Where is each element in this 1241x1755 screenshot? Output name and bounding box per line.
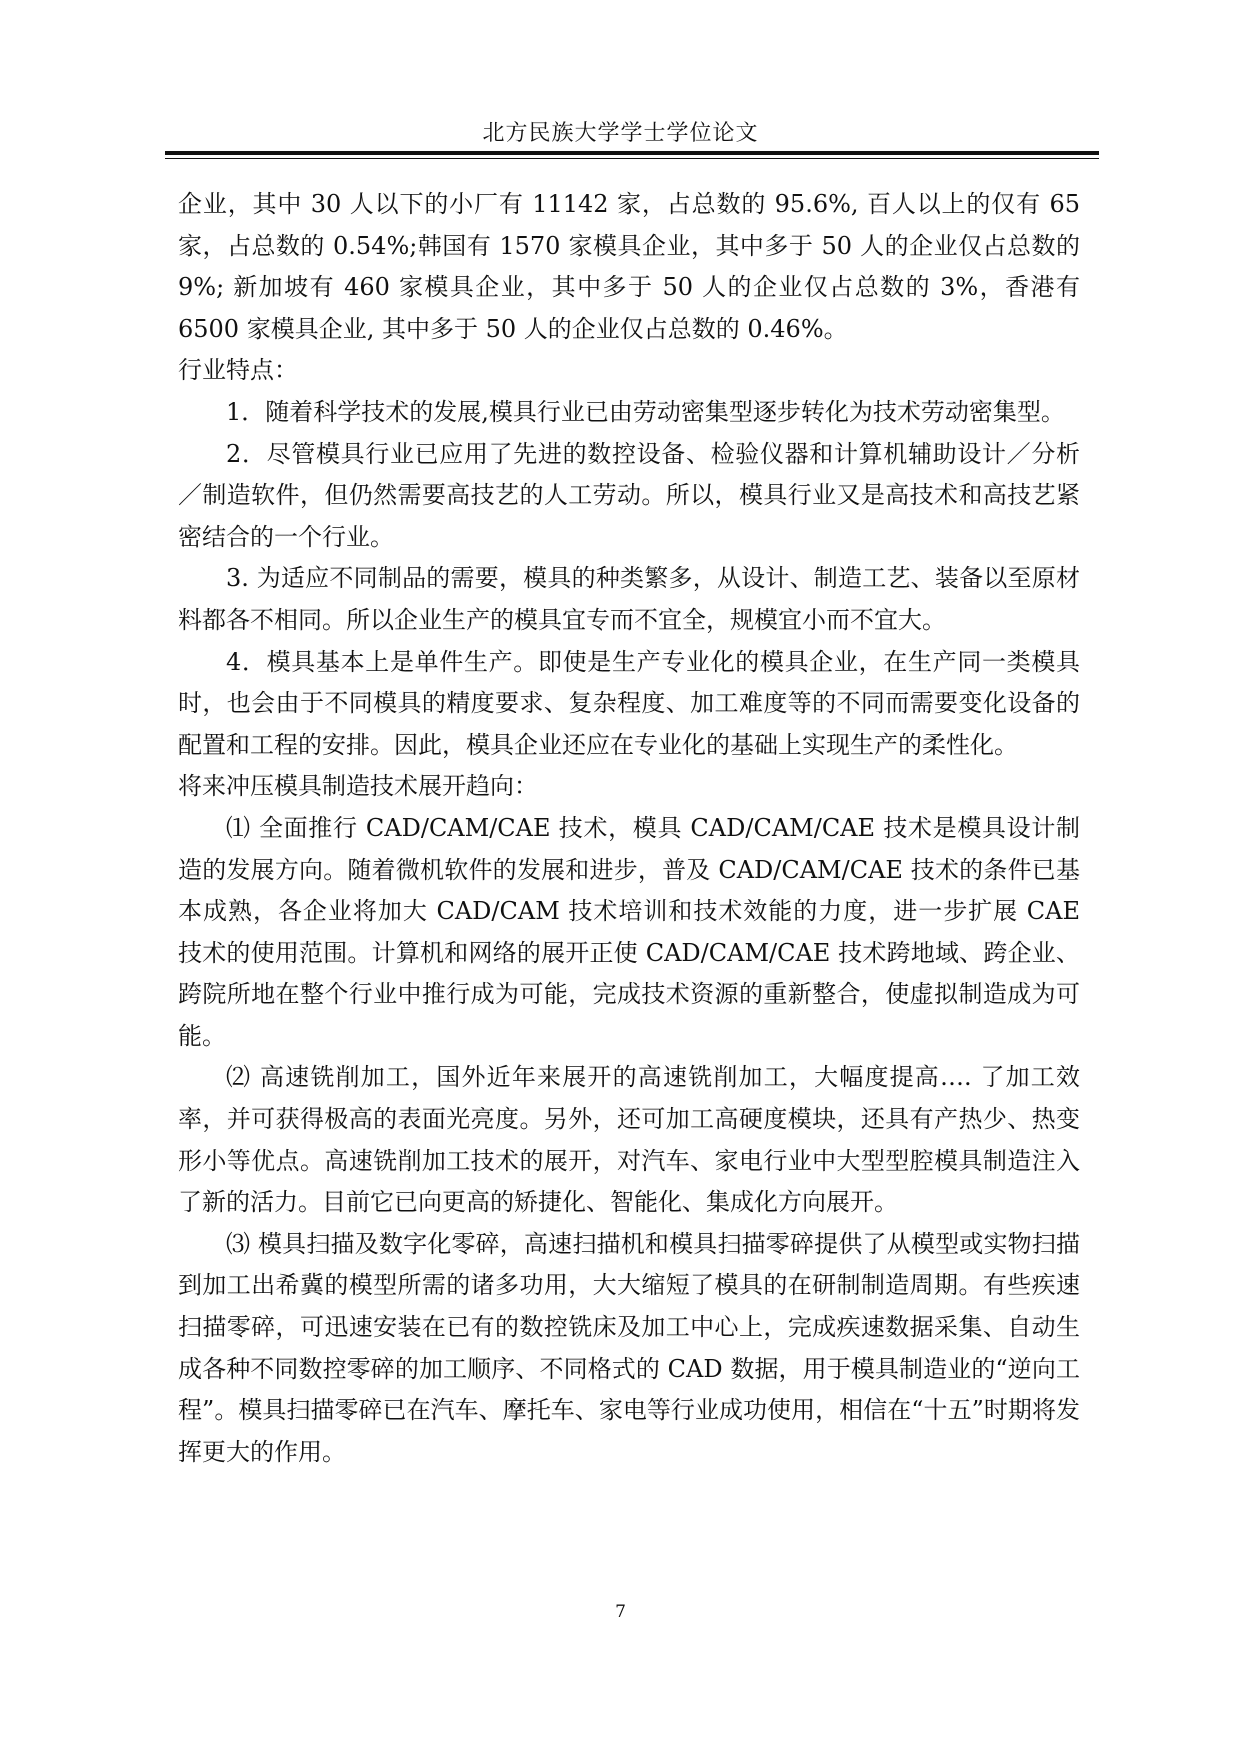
paragraph: 企业，其中 30 人以下的小厂有 11142 家，占总数的 95.6%, 百人以上的仅有 65 家，占总数的 0.54%;韩国有 1570 家模具企业，其中多于 50 人的企业仅占总数的 9%; 新加坡有 460 家模具企业，其中多于 50 人的企业仅占总数的 3%，香港有 6500 家模具企业, 其中多于 50 人的企业仅占总数的 0.46%。 bbox=[178, 190, 1080, 343]
header-rule-thick bbox=[165, 151, 1099, 155]
paragraph: ⑴ 全面推行 CAD/CAM/CAE 技术，模具 CAD/CAM/CAE 技术是模具设计制造的发展方向。随着微机软件的发展和进步，普及 CAD/CAM/CAE 技术的条件已基本成熟，各企业将加大 CAD/CAM 技术培训和技术效能的力度，进一步扩展 CAE 技术的使用范围。计算机和网络的展开正使 CAD/CAM/CAE 技术跨地域、跨企业、跨院所地在整个行业中推行成为可能，完成技术资源的重新整合，使虚拟制造成为可能。 bbox=[178, 813, 1080, 1050]
paragraph: 4．模具基本上是单件生产。即使是生产专业化的模具企业，在生产同一类模具时，也会由于不同模具的精度要求、复杂程度、加工难度等的不同而需要变化设备的配置和工程的安排。因此，模具企业还应在专业化的基础上实现生产的柔性化。 bbox=[178, 647, 1080, 759]
running-header-title: 北方民族大学学士学位论文 bbox=[482, 121, 759, 146]
header-rule-thin bbox=[165, 158, 1099, 159]
paragraph: ⑵ 高速铣削加工，国外近年来展开的高速铣削加工，大幅度提高…. 了加工效率，并可获得极高的表面光亮度。另外，还可加工高硬度模块，还具有产热少、热变形小等优点。高速铣削加工技术的展开，对汽车、家电行业中大型型腔模具制造注入了新的活力。目前它已向更高的矫捷化、智能化、集成化方向展开。 bbox=[178, 1063, 1080, 1217]
paragraph: 1．随着科学技术的发展,模具行业已由劳动密集型逐步转化为技术劳动密集型。 bbox=[226, 397, 1065, 426]
paragraph: 将来冲压模具制造技术展开趋向： bbox=[178, 772, 538, 801]
body-text bbox=[178, 184, 1080, 1473]
paragraph: 行业特点： bbox=[178, 356, 298, 385]
paragraph: ⑶ 模具扫描及数字化零碎，高速扫描机和模具扫描零碎提供了从模型或实物扫描到加工出希冀的模型所需的诸多功用，大大缩短了模具的在研制制造周期。有些疾速扫描零碎，可迅速安装在已有的数控铣床及加工中心上，完成疾速数据采集、自动生成各种不同数控零碎的加工顺序、不同格式的 CAD 数据，用于模具制造业的“逆向工程”。模具扫描零碎已在汽车、摩托车、家电等行业成功使用，相信在“十五”时期将发挥更大的作用。 bbox=[178, 1229, 1080, 1466]
paragraph: 2．尽管模具行业已应用了先进的数控设备、检验仪器和计算机辅助设计／分析／制造软件，但仍然需要高技艺的人工劳动。所以，模具行业又是高技术和高技艺紧密结合的一个行业。 bbox=[178, 439, 1080, 551]
paragraph: 3. 为适应不同制品的需要，模具的种类繁多，从设计、制造工艺、装备以至原材料都各不相同。所以企业生产的模具宜专而不宜全，规模宜小而不宜大。 bbox=[178, 564, 1080, 634]
page-number: 7 bbox=[615, 1602, 626, 1622]
